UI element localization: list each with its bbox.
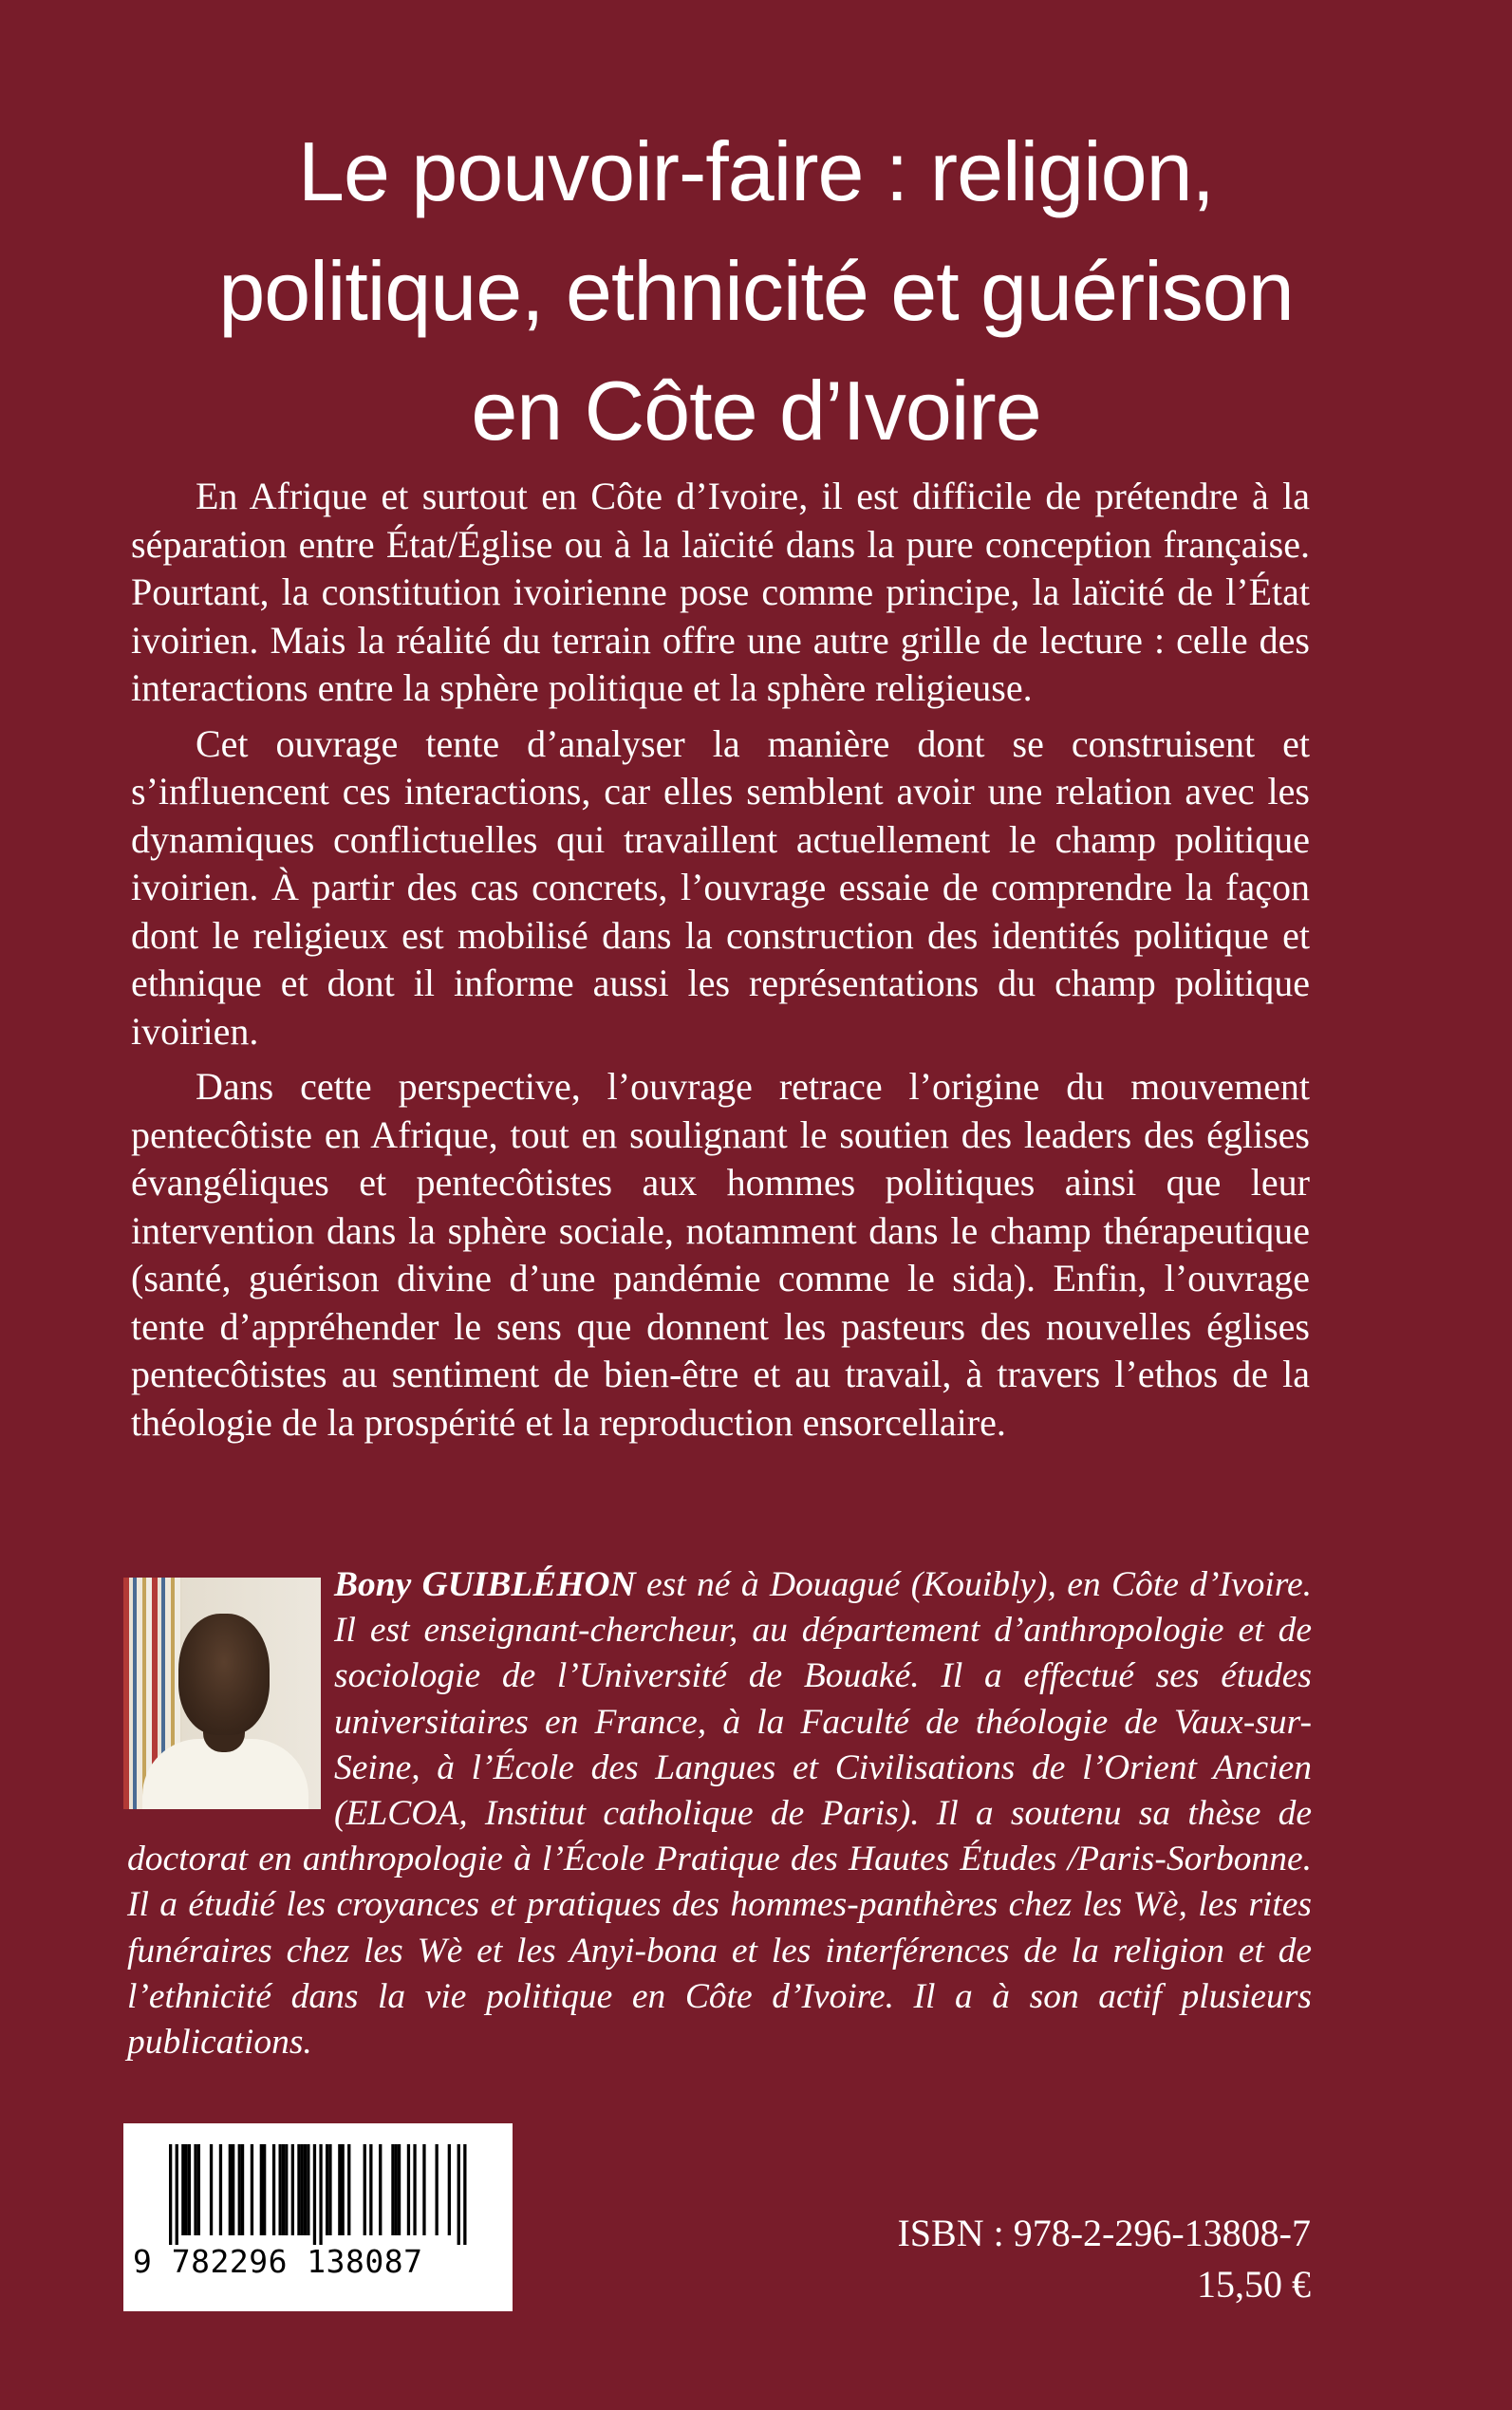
barcode-bar [185,2144,188,2235]
barcode-bar [379,2144,382,2235]
barcode-bar [398,2144,401,2235]
barcode-bar [238,2144,241,2235]
barcode-bar [241,2144,244,2235]
barcode-bar [229,2144,232,2235]
barcode-bar [307,2144,309,2235]
barcode-bar [338,2144,341,2235]
barcode-bar [304,2144,307,2235]
barcode-bar [279,2144,282,2235]
barcode-bar [407,2144,410,2235]
barcode-bar [313,2144,316,2245]
barcode-bar [436,2144,439,2235]
barcode-bar [251,2144,253,2235]
barcode-bar [369,2144,372,2235]
barcode-bar [328,2144,331,2235]
barcode-bar [395,2144,398,2235]
barcode [123,2123,513,2311]
barcode-bar [260,2144,263,2235]
summary-paragraph-2: Cet ouvrage tente d’analyser la manière dont se construisent et s’influencent ces interactions, car elles semblent avoir une relation avec les dynamiques conflictuelles qui travaillent actuellement le champ politique ivoirien. À partir des cas concrets, l’ouvrage essaie de comprendre la façon dont le religieux est mobilisé dans la construction des identités politique et ethnique et dont il informe aussi les représentations du champ politique ivoirien. [131,721,1310,1053]
photo-spacer [127,1562,334,1811]
book-summary [131,473,1310,1454]
barcode-bar [463,2144,466,2245]
price: 15,50 € [1197,2263,1311,2306]
isbn: ISBN : 978-2-296-13808-7 [897,2212,1311,2254]
barcode-bar [448,2144,451,2235]
barcode-bar [263,2144,266,2235]
barcode-bar [282,2144,285,2235]
book-title-line-1: Le pouvoir-faire : religion, [298,124,1214,218]
book-title-line-3: en Côte d’Ivoire [471,364,1041,458]
barcode-bar [347,2144,350,2235]
barcode-bar [391,2144,394,2235]
barcode-digits: 9 782296 138087 [133,2243,423,2280]
summary-paragraph-3: Dans cette perspective, l’ouvrage retrace l’origine du mouvement pentecôtiste en Afrique, tout en soulignant le soutien des leaders des églises évangéliques et pentecôtistes aux hommes politiques ainsi que leur intervention dans la sphère sociale, notamment dans le champ thérapeutique (santé, guérison divine d’une pandémie comme le sida). Enfin, l’ouvrage tente d’appréhender le sens que donnent les pasteurs des nouvelles églises pentecôtistes au sentiment de bien-être et au travail, à travers l’ethos de la théologie de la prospérité et la reproduction ensorcellaire. [131,1065,1310,1444]
barcode-bar [319,2144,322,2245]
barcode-bar [291,2144,294,2235]
barcode-bar [301,2144,304,2235]
barcode-bar [210,2144,213,2235]
summary-paragraph-1: En Afrique et surtout en Côte d’Ivoire, il est difficile de prétendre à la séparation entre État/Église ou à la laïcité dans la pure conception française. Pourtant, la constitution ivoirienne pose comme principe, la laïcité de l’État ivoirien. Mais la réalité du terrain offre une autre grille de lecture : celle des interactions entre la sphère politique et la sphère religieuse. [131,475,1310,709]
barcode-bar [232,2144,234,2235]
author-name: Bony GUIBLÉHON [334,1565,636,1604]
author-bio [127,1562,1312,2065]
barcode-bar [197,2144,200,2235]
barcode-bar [297,2144,300,2235]
book-title-line-2: politique, ethnicité et guérison [218,244,1294,338]
barcode-bar [272,2144,275,2235]
barcode-bar [169,2144,172,2245]
barcode-bar [342,2144,345,2235]
author-bio-text: est né à Douagué (Kouibly), en Côte d’Ivoire. Il est enseignant-chercheur, au département d’anthropologie et de sociologie de l’Université de Bouaké. Il a effectué ses études universitaires en France, à la Faculté de théologie de Vaux-sur-Seine, à l’École des Langues et Civilisations de l’Orient Ancien (ELCOA, Institut catholique de Paris). Il a soutenu sa thèse de doctorat en anthropologie à l’École Pratique des Hautes Études /Paris-Sorbonne. Il a étudié les croyances et pratiques des hommes-panthères chez les Wè, les rites funéraires chez les Wè et les Anyi-bona et les interférences de la religion et de l’ethnicité dans la vie politique en Côte d’Ivoire. Il a à son actif plusieurs publications. [127,1565,1312,2063]
book-title [114,112,1398,471]
barcode-bar [326,2144,328,2235]
barcode-bar [457,2144,460,2245]
barcode-bar [176,2144,178,2245]
barcode-bar [422,2144,425,2235]
barcode-bar [194,2144,196,2235]
barcode-bar [219,2144,222,2235]
barcode-bar [364,2144,366,2235]
barcode-bar [188,2144,191,2235]
barcode-bar [181,2144,184,2235]
barcode-bar [413,2144,416,2235]
barcode-bar [285,2144,288,2235]
barcode-bars [169,2144,473,2245]
